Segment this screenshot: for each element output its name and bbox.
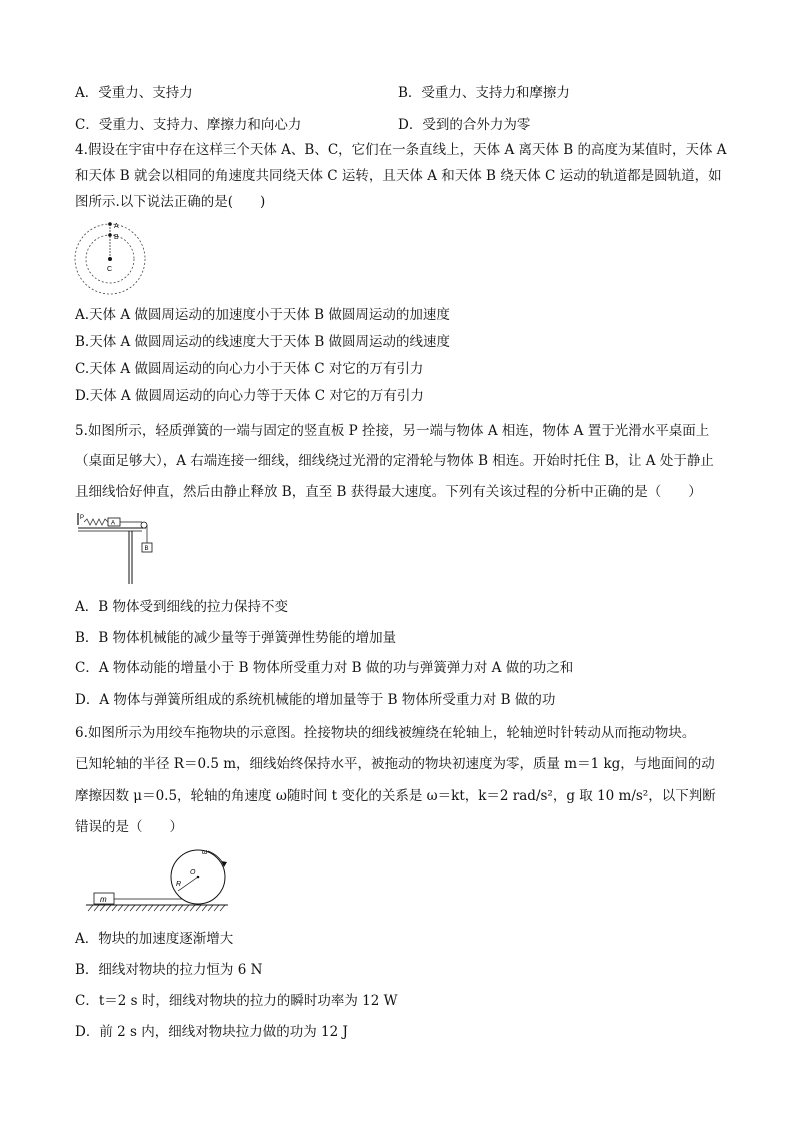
label-o: O [190, 869, 196, 876]
q4-option-a: A.天体 A 做圆周运动的加速度小于天体 B 做圆周运动的加速度 [75, 307, 450, 323]
spring [84, 519, 108, 525]
label-a: A [111, 520, 116, 527]
q6-option-d: D．前 2 s 内，细线对物块拉力做的功为 12 J [75, 1024, 348, 1040]
q5-spring-figure [72, 510, 162, 588]
q5-stem-line-1: 5.如图所示，轻质弹簧的一端与固定的竖直板 P 拴接，另一端与物体 A 相连，物体 A 置于光滑水平桌面上 [75, 423, 710, 439]
q4-orbit-figure [72, 220, 150, 298]
label-b: B [144, 546, 149, 552]
q4-option-d: D.天体 A 做圆周运动的向心力等于天体 C 对它的万有引力 [75, 388, 424, 404]
label-omega: ω [202, 849, 208, 856]
q6-stem-line-1: 6.如图所示为用绞车拖物块的示意图。拴接物块的细线被缠绕在轮轴上，轮轴逆时针转动从而拖动物块。 [75, 725, 696, 741]
q3-option-b: B．受重力、支持力和摩擦力 [398, 85, 570, 101]
body-c [108, 257, 112, 261]
q6-stem-line-3: 摩擦因数 μ＝0.5，轮轴的角速度 ω随时间 t 变化的关系是 ω＝kt，k＝2 rad/s²，g 取 10 m/s²，以下判断 [75, 788, 716, 804]
label-c: C [107, 266, 113, 273]
q5-option-a: A．B 物体受到细线的拉力保持不变 [75, 599, 288, 615]
q5-option-d: D．A 物体与弹簧所组成的系统机械能的增加量等于 B 物体所受重力对 B 做的功 [75, 692, 556, 708]
q3-option-a: A．受重力、支持力 [75, 85, 193, 101]
label-b: B [114, 234, 119, 241]
label-p: P [80, 515, 85, 521]
q5-option-c: C．A 物体动能的增量小于 B 物体所受重力对 B 做的功与弹簧弹力对 A 做的功之和 [75, 660, 574, 676]
q6-winch-figure [80, 845, 240, 917]
q4-stem-line-3: 图所示.以下说法正确的是( ) [75, 194, 266, 210]
q6-option-c: C．t＝2 s 时，细线对物块的拉力的瞬时功率为 12 W [75, 993, 398, 1009]
q5-stem-line-2: （桌面足够大），A 右端连接一细线，细线绕过光滑的定滑轮与物体 B 相连。开始时托住 B，让 A 处于静止 [75, 453, 714, 469]
q5-option-b: B．B 物体机械能的减少量等于弹簧弹性势能的增加量 [75, 630, 397, 646]
center-o [197, 876, 200, 879]
label-r: R [176, 881, 182, 888]
q6-option-b: B．细线对物块的拉力恒为 6 N [75, 962, 263, 978]
q4-option-b: B.天体 A 做圆周运动的线速度大于天体 B 做圆周运动的线速度 [75, 334, 451, 350]
body-a [108, 222, 112, 226]
body-b [108, 233, 112, 237]
q5-stem-line-3: 且细线恰好伸直，然后由静止释放 B，直至 B 获得最大速度。下列有关该过程的分析中正确的是（ ） [75, 484, 702, 500]
q3-option-d: D．受到的合外力为零 [398, 117, 531, 133]
label-a: A [114, 223, 119, 230]
q4-option-c: C.天体 A 做圆周运动的向心力小于天体 C 对它的万有引力 [75, 361, 424, 377]
ground-hatching [88, 905, 225, 911]
q4-stem-line-2: 和天体 B 就会以相同的角速度共同绕天体 C 运转，且天体 A 和天体 B 绕天体 C 运动的轨道都是圆轨道，如 [75, 168, 722, 184]
q4-stem-line-1: 4.假设在宇宙中存在这样三个天体 A、B、C，它们在一条直线上，天体 A 离天体 B 的高度为某值时，天体 A [75, 142, 727, 158]
q6-stem-line-2: 已知轮轴的半径 R＝0.5 m，细线始终保持水平，被拖动的物块初速度为零，质量 m＝1 kg，与地面间的动 [75, 756, 715, 772]
q3-option-c: C．受重力、支持力、摩擦力和向心力 [75, 117, 302, 133]
q6-option-a: A．物块的加速度逐渐增大 [75, 931, 234, 947]
q6-stem-line-4: 错误的是（ ） [75, 819, 183, 835]
pulley [141, 522, 147, 528]
label-m: m [100, 895, 107, 904]
